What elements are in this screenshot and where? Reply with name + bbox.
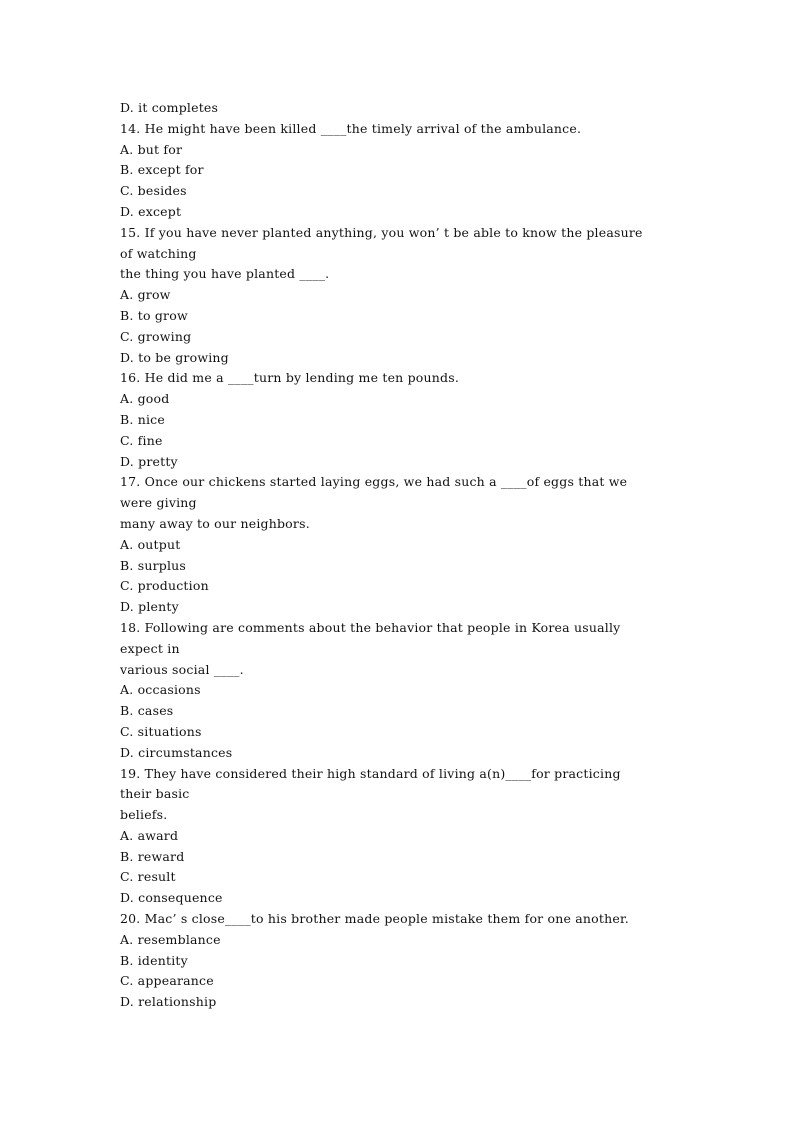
option-text: C. fine [120, 432, 163, 448]
option-text: B. to grow [120, 307, 188, 323]
option-text: A. resemblance [120, 931, 221, 947]
question-text: expect in [120, 640, 180, 656]
option-text: B. identity [120, 952, 188, 968]
option-text: C. result [120, 869, 176, 885]
option-text: D. to be growing [120, 349, 229, 365]
option-text: A. output [120, 536, 181, 552]
option-text: C. appearance [120, 973, 214, 989]
option-text: A. grow [120, 287, 171, 303]
option-text: D. except [120, 203, 182, 219]
option-text: C. growing [120, 328, 192, 344]
question-text: beliefs. [120, 807, 168, 823]
document-page [120, 98, 700, 1013]
option-text: D. circumstances [120, 744, 233, 760]
question-text: 17. Once our chickens started laying eggs, we had such a ____of eggs that we [120, 474, 628, 490]
question-text: their basic [120, 786, 190, 802]
question-text: the thing you have planted ____. [120, 266, 330, 282]
option-text: C. situations [120, 723, 202, 739]
option-text: B. except for [120, 162, 204, 178]
option-text: A. good [120, 391, 170, 407]
question-text: 18. Following are comments about the behavior that people in Korea usually [120, 619, 621, 635]
question-text: 20. Mac’ s close____to his brother made people mistake them for one another. [120, 911, 629, 927]
option-text: C. production [120, 578, 209, 594]
option-text: B. reward [120, 848, 185, 864]
option-text: C. besides [120, 183, 187, 199]
option-text: D. it completes [120, 100, 219, 115]
option-text: B. surplus [120, 557, 187, 573]
question-text: of watching [120, 245, 197, 261]
option-text: D. relationship [120, 994, 217, 1010]
question-text: 16. He did me a ____turn by lending me ten pounds. [120, 370, 460, 386]
question-text: 14. He might have been killed ____the timely arrival of the ambulance. [120, 120, 582, 136]
option-text: D. plenty [120, 599, 179, 615]
question-text: various social ____. [120, 661, 244, 677]
question-text: 19. They have considered their high standard of living a(n)____for practicing [120, 765, 621, 781]
option-text: A. but for [120, 141, 183, 157]
option-text: D. pretty [120, 453, 178, 469]
option-text: D. consequence [120, 890, 223, 906]
question-text: were giving [120, 495, 197, 511]
question-text: 15. If you have never planted anything, you won’ t be able to know the pleasure [120, 224, 643, 240]
option-text: A. occasions [120, 682, 201, 698]
option-text: B. cases [120, 703, 174, 719]
question-text: many away to our neighbors. [120, 515, 310, 531]
option-text: B. nice [120, 411, 165, 427]
option-text: A. award [120, 827, 179, 843]
